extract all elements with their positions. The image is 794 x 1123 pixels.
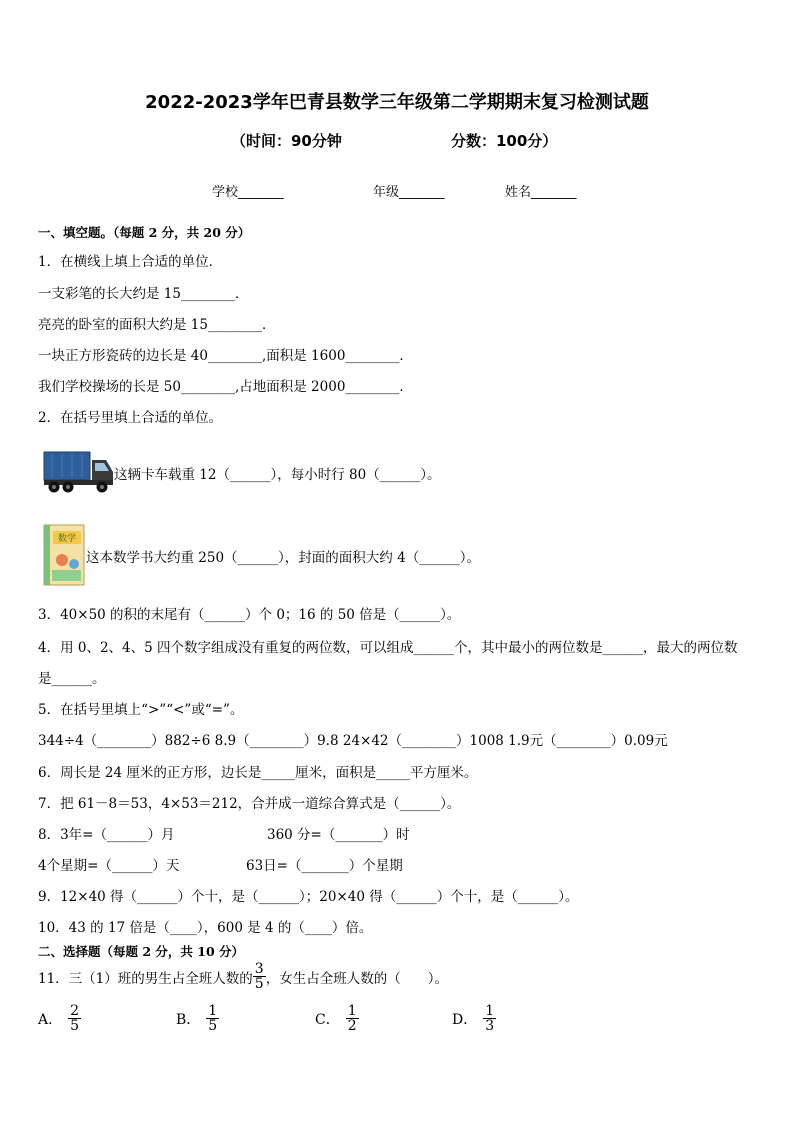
choice-d-fraction (483, 1004, 496, 1033)
choice-b-den: 5 (208, 1018, 218, 1034)
q11-stem-before: 11．三（1）班的男生占全班人数的 (38, 970, 253, 987)
page-title: 2022-2023学年巴青县数学三年级第二学期期末复习检测试题 (145, 92, 649, 113)
choice-a[interactable] (38, 1004, 81, 1033)
choice-b-fraction (206, 1004, 219, 1033)
q5-stem: 5．在括号里填上“>”“<”或“=”。 (38, 702, 244, 718)
q7: 7．把 61－8＝53，4×53＝212，合并成一道综合算式是（______）。 (38, 796, 461, 812)
q8-part-d: 63日=（_______）个星期 (246, 858, 403, 874)
q1-line-2: 亮亮的卧室的面积大约是 15________． (38, 317, 276, 333)
grade-field: 年级_______ (373, 185, 445, 200)
q8-part-c: 4个星期=（______）天 (38, 858, 180, 874)
q11-fraction (253, 962, 266, 991)
q2-stem: 2．在括号里填上合适的单位。 (38, 410, 223, 426)
q3: 3．40×50 的积的末尾有（______）个 0；16 的 50 倍是（______）。 (38, 607, 461, 623)
choice-d[interactable] (452, 1004, 496, 1033)
q8-part-b: 360 分=（_______）时 (267, 827, 410, 843)
choice-d-den: 3 (485, 1018, 495, 1034)
school-field: 学校_______ (212, 185, 284, 200)
q11-stem (38, 962, 448, 991)
truck-image (42, 446, 116, 496)
time-label: （时间：90分钟 (231, 132, 342, 150)
choice-b-num: 1 (208, 1003, 218, 1019)
choice-d-num: 1 (485, 1003, 495, 1019)
q1-line-3: 一块正方形瓷砖的边长是 40________,面积是 1600________． (38, 348, 413, 364)
choice-c-fraction (346, 1004, 359, 1033)
q11-fraction-den: 5 (254, 976, 264, 992)
q1-stem: 1．在横线上填上合适的单位． (38, 254, 223, 270)
q1-line-4: 我们学校操场的长是 50________,占地面积是 2000________． (38, 379, 413, 395)
q5-items: 344÷4（________）882÷6 8.9（________）9.8 24×42（________）1008 1.9元（________）0.09元 (38, 733, 668, 749)
choice-a-fraction (68, 1004, 81, 1033)
section1-heading: 一、填空题。（每题 2 分，共 20 分） (38, 225, 251, 240)
q4-line-1: 4．用 0、2、4、5 四个数字组成没有重复的两位数，可以组成______个，其中最小的两位数是______，最大的两位数 (38, 640, 738, 656)
choice-a-num: 2 (70, 1003, 80, 1019)
q2-book-line: 这本数学书大约重 250（______），封面的面积大约 4（______）。 (86, 550, 480, 566)
q11-stem-after: ，女生占全班人数的（ ）。 (265, 970, 448, 987)
q9: 9．12×40 得（______）个十，是（______）；20×40 得（______）个十，是（______）。 (38, 889, 579, 905)
q4-line-2: 是______。 (38, 671, 106, 687)
q10: 10．43 的 17 倍是（____），600 是 4 的（____）倍。 (38, 920, 373, 936)
choice-d-letter: D． (452, 1011, 478, 1028)
q11-fraction-num: 3 (254, 961, 264, 977)
choice-a-den: 5 (70, 1018, 80, 1034)
name-field: 姓名_______ (505, 185, 577, 200)
choice-c-letter: C． (315, 1011, 340, 1028)
choice-c-num: 1 (347, 1003, 357, 1019)
choice-a-letter: A． (38, 1011, 63, 1028)
choice-b-letter: B． (176, 1011, 201, 1028)
q8-part-a: 8．3年=（______）月 (38, 827, 175, 843)
choice-c-den: 2 (347, 1018, 357, 1034)
q1-line-1: 一支彩笔的长大约是 15________． (38, 286, 249, 302)
q6: 6．周长是 24 厘米的正方形，边长是_____厘米，面积是_____平方厘米。 (38, 765, 478, 781)
math-book-image (42, 524, 86, 586)
q2-truck-line: 这辆卡车载重 12（______），每小时行 80（______）。 (114, 467, 441, 483)
book-cover-title: 数学 (57, 534, 77, 544)
choice-c[interactable] (315, 1004, 359, 1033)
section2-heading: 二、选择题（每题 2 分，共 10 分） (38, 944, 245, 959)
score-label: 分数：100分） (451, 132, 558, 150)
choice-b[interactable] (176, 1004, 219, 1033)
